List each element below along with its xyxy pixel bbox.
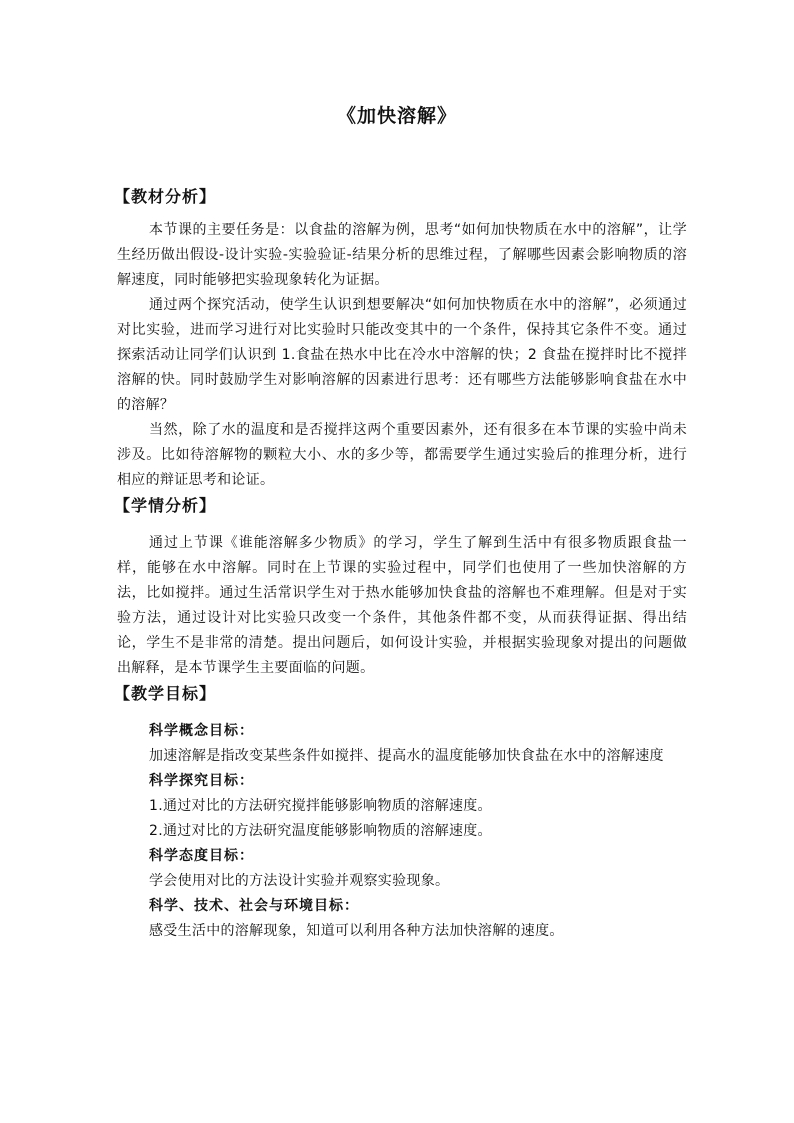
paragraph-student-1: 通过上节课《谁能溶解多少物质》的学习，学生了解到生活中有很多物质跟食盐一样，能够在水中溶解。同时在上节课的实验过程中，同学们也使用了一些加快溶解的方法，比如搅拌。通过生活常识学生对于热水能够加快食盐的溶解也不难理解。但是对于实验方法，通过设计对比实验只改变一个条件，其他条件都不变，从而获得证据、得出结论，学生不是非常的清楚。提出问题后，如何设计实验，并根据实验现象对提出的问题做出解释，是本节课学生主要面临的问题。 [117,535,687,676]
section-heading-teaching-goals: 【教学目标】 [114,684,217,703]
goal-inquiry-item: 2.通过对比的方法研究温度能够影响物质的溶解速度。 [149,823,492,839]
section-heading-textbook-analysis: 【教材分析】 [114,187,217,206]
document-body [114,184,687,944]
goal-inquiry-item: 1.通过对比的方法研究搅拌能够影响物质的溶解速度。 [149,798,492,814]
goal-concept-title: 科学概念目标： [149,723,254,739]
paragraph-textbook-3: 当然，除了水的温度和是否搅拌这两个重要因素外，还有很多在本节课的实验中尚未涉及。比如待溶解物的颗粒大小、水的多少等，都需要学生通过实验后的推理分析，进行相应的辩证思考和论证。 [117,422,687,488]
paragraph-textbook-2: 通过两个探究活动，使学生认识到想要解决“如何加快物质在水中的溶解”，必须通过对比实验，进而学习进行对比实验时只能改变其中的一个条件，保持其它条件不变。通过探索活动让同学们认识到 1.食盐在热水中比在冷水中溶解的快；2 食盐在搅拌时比不搅拌溶解的快。同时鼓励学生对影响溶解的因素进行思考：还有哪些方法能够影响食盐在水中的溶解？ [117,297,687,413]
goal-attitude-title: 科学态度目标： [149,848,254,864]
goal-concept-text: 加速溶解是指改变某些条件如搅拌、提高水的温度能够加快食盐在水中的溶解速度 [149,748,664,764]
section-heading-student-analysis: 【学情分析】 [114,496,217,515]
goal-inquiry-title: 科学探究目标： [149,773,254,789]
page-title: 《加快溶解》 [336,105,457,127]
goal-attitude-text: 学会使用对比的方法设计实验并观察实验现象。 [149,873,450,889]
paragraph-textbook-1: 本节课的主要任务是：以食盐的溶解为例，思考“如何加快物质在水中的溶解”，让学生经历做出假设-设计实验-实验验证-结果分析的思维过程，了解哪些因素会影响物质的溶解速度，同时能够把实验现象转化为证据。 [117,222,687,288]
goal-sts-title: 科学、技术、社会与环境目标： [149,898,359,914]
goal-sts-text: 感受生活中的溶解现象，知道可以利用各种方法加快溶解的速度。 [149,923,564,939]
